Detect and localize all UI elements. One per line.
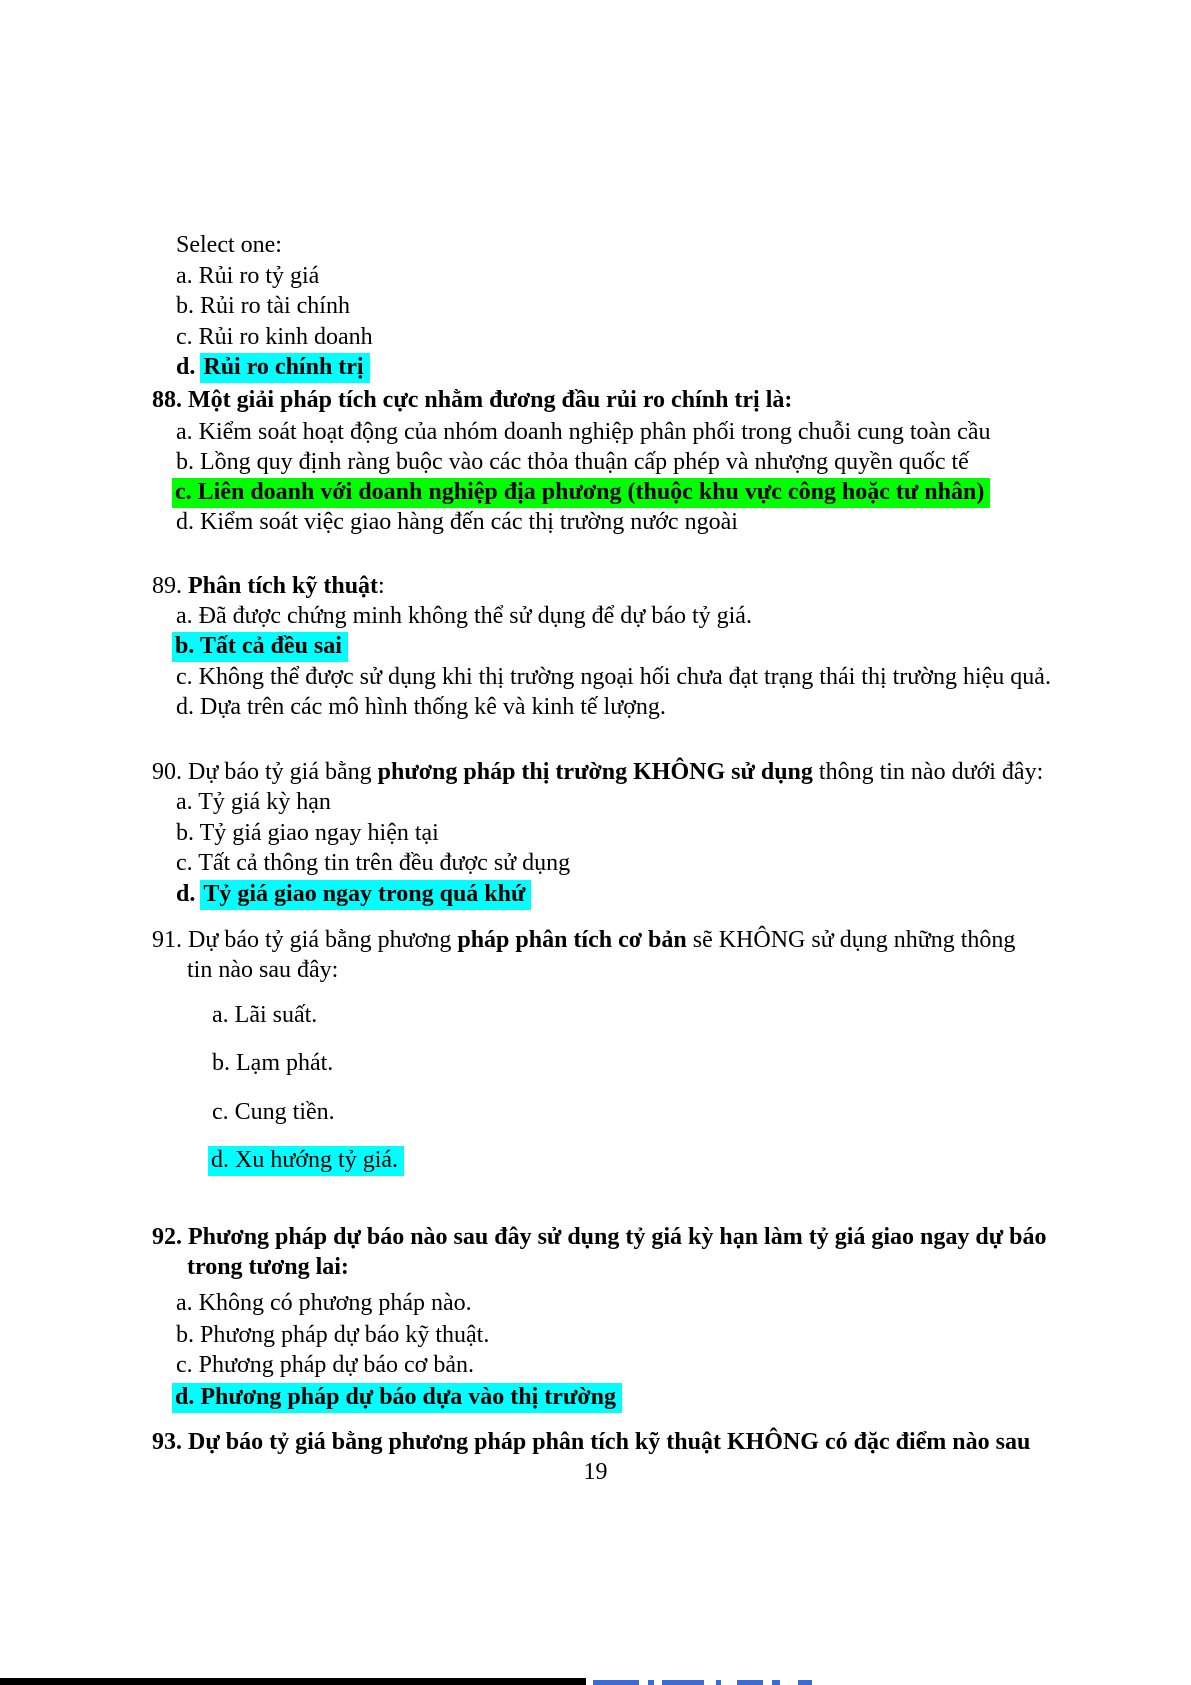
q90-option-d-answer: [176, 879, 531, 909]
q90-option-a: a. Tỷ giá kỳ hạn: [176, 789, 331, 815]
q90-option-d-prefix: d.: [176, 881, 196, 907]
q92-option-d-highlight: d. Phương pháp dự báo dựa vào thị trường: [172, 1383, 622, 1413]
q91-question-line2: tin nào sau đây:: [187, 957, 339, 983]
q92-option-b: b. Phương pháp dự báo kỹ thuật.: [176, 1322, 490, 1348]
q90-bold: phương pháp thị trường KHÔNG sử dụng: [377, 759, 813, 785]
q87-option-d-prefix: d.: [176, 354, 196, 380]
q91-question-line1: [152, 925, 1015, 955]
q89-option-b-answer: [172, 631, 348, 661]
q92-option-a: a. Không có phương pháp nào.: [176, 1290, 472, 1316]
q89-option-a: a. Đã được chứng minh không thể sử dụng để dự báo tỷ giá.: [176, 603, 752, 629]
q93-question-line1: 93. Dự báo tỷ giá bằng phương pháp phân tích kỹ thuật KHÔNG có đặc điểm nào sau: [152, 1429, 1031, 1455]
q88-option-d: d. Kiểm soát việc giao hàng đến các thị trường nước ngoài: [176, 509, 738, 535]
cutoff-text-sliver: [648, 1680, 654, 1685]
q91-line1-bold: pháp phân tích cơ bản: [457, 927, 687, 953]
q92-question-line2: trong tương lai:: [187, 1254, 349, 1280]
q91-option-b: b. Lạm phát.: [212, 1050, 334, 1076]
q90-pre: 90. Dự báo tỷ giá bằng: [152, 759, 378, 785]
q91-option-d-answer: [208, 1145, 404, 1175]
select-one-label: Select one:: [176, 232, 282, 258]
q91-option-a: a. Lãi suất.: [212, 1002, 318, 1028]
q89-option-b-highlight: b. Tất cả đều sai: [172, 632, 348, 662]
q90-option-b: b. Tỷ giá giao ngay hiện tại: [176, 820, 439, 846]
q88-option-a: a. Kiểm soát hoạt động của nhóm doanh nghiệp phân phối trong chuỗi cung toàn cầu: [176, 419, 991, 445]
q89-option-c: c. Không thể được sử dụng khi thị trường ngoại hối chưa đạt trạng thái thị trường hiệu quả.: [176, 664, 1051, 690]
cutoff-text-sliver: [662, 1680, 704, 1685]
q89-option-d: d. Dựa trên các mô hình thống kê và kinh tế lượng.: [176, 694, 666, 720]
q91-option-c: c. Cung tiền.: [212, 1099, 335, 1125]
q89-question: [152, 571, 385, 601]
q90-option-c: c. Tất cả thông tin trên đều được sử dụng: [176, 850, 571, 876]
q92-option-c: c. Phương pháp dự báo cơ bản.: [176, 1352, 475, 1378]
q91-line1-post: sẽ KHÔNG sử dụng những thông: [686, 927, 1016, 953]
q87-option-c: c. Rủi ro kinh doanh: [176, 324, 373, 350]
q89-title-bold: Phân tích kỹ thuật: [188, 573, 379, 599]
q92-option-d-answer: [172, 1382, 622, 1412]
q89-title-post: :: [378, 573, 385, 599]
cutoff-text-sliver: [798, 1680, 812, 1685]
q90-option-d-highlight: Tỷ giá giao ngay trong quá khứ: [200, 880, 531, 910]
q91-option-d-highlight: d. Xu hướng tỷ giá.: [208, 1146, 404, 1176]
cutoff-text-sliver: [772, 1680, 780, 1685]
q88-option-c-highlight: c. Liên doanh với doanh nghiệp địa phương (thuộc khu vực công hoặc tư nhân): [172, 478, 990, 508]
q90-question: [152, 757, 1043, 787]
q92-question-line1: 92. Phương pháp dự báo nào sau đây sử dụng tỷ giá kỳ hạn làm tỷ giá giao ngay dự báo: [152, 1224, 1047, 1250]
cutoff-text-sliver: [737, 1680, 763, 1685]
q87-option-b: b. Rủi ro tài chính: [176, 293, 350, 319]
q87-option-a: a. Rủi ro tỷ giá: [176, 263, 320, 289]
q89-number: 89.: [152, 573, 188, 599]
q91-line1-pre: 91. Dự báo tỷ giá bằng phương: [152, 927, 458, 953]
q87-option-d-highlight: Rủi ro chính trị: [200, 353, 369, 383]
page-number: 19: [583, 1459, 608, 1485]
q90-post: thông tin nào dưới đây:: [812, 759, 1044, 785]
q87-option-d-answer: [176, 352, 370, 382]
cutoff-text-sliver: [593, 1680, 639, 1685]
q88-option-c-answer: [172, 477, 990, 507]
q88-question: 88. Một giải pháp tích cực nhằm đương đầu rủi ro chính trị là:: [152, 387, 793, 413]
cutoff-table-border: [0, 1678, 586, 1685]
cutoff-text-sliver: [716, 1680, 721, 1685]
q88-option-b: b. Lồng quy định ràng buộc vào các thỏa thuận cấp phép và nhượng quyền quốc tế: [176, 449, 969, 475]
